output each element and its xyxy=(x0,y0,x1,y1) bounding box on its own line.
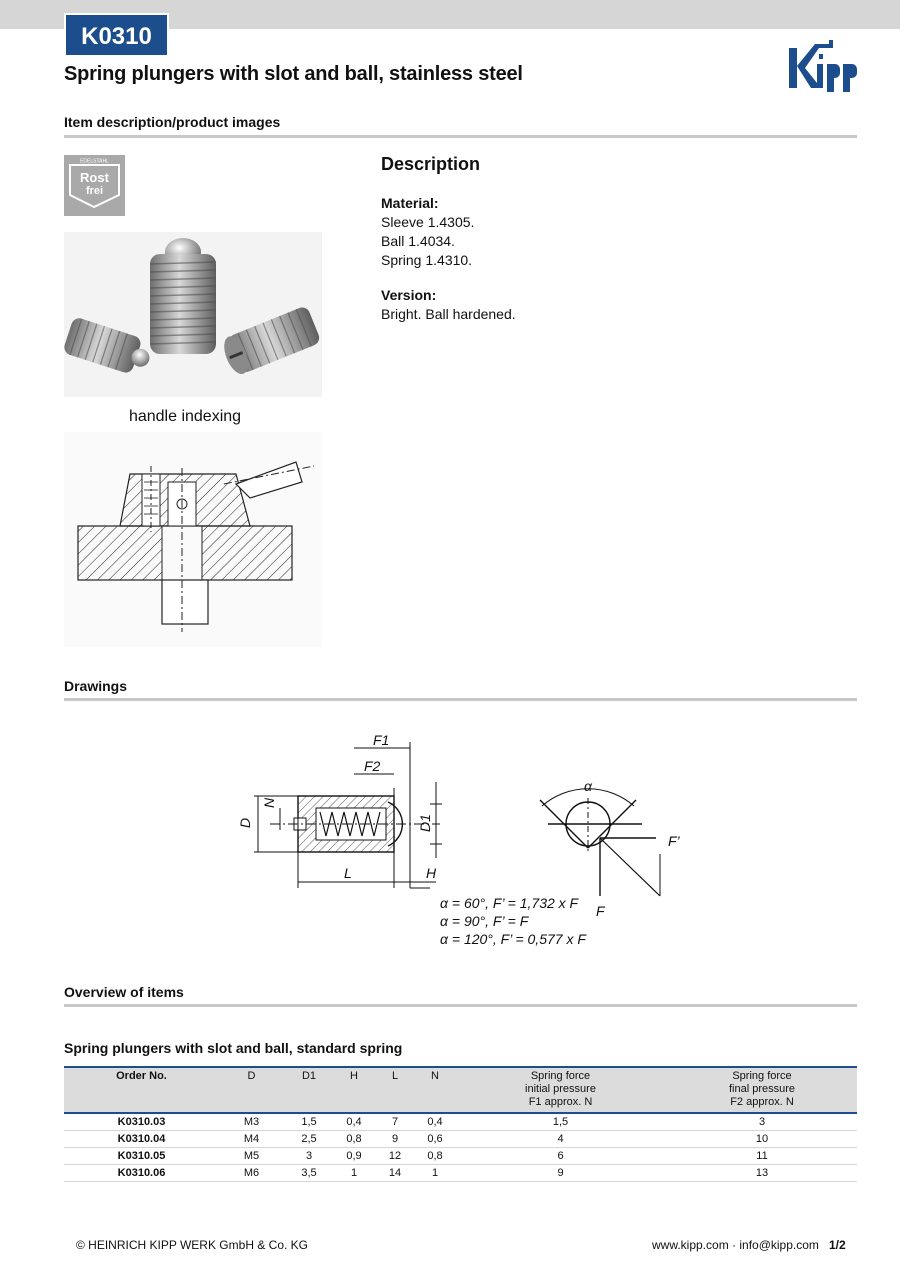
items-table xyxy=(64,1066,857,1182)
cell-h: 0,4 xyxy=(334,1113,374,1131)
cell-h: 0,9 xyxy=(334,1148,374,1165)
product-photo xyxy=(64,232,322,397)
table-row xyxy=(64,1165,857,1182)
material-line: Spring 1.4310. xyxy=(381,252,473,268)
table-row xyxy=(64,1113,857,1131)
kipp-logo xyxy=(785,38,859,92)
col-f1-line: F1 approx. N xyxy=(528,1096,593,1108)
table-row xyxy=(64,1131,857,1148)
cell-d1: 3,5 xyxy=(284,1165,334,1182)
section-drawings: Drawings xyxy=(64,678,128,694)
cell-n: 0,4 xyxy=(416,1113,454,1131)
product-code-badge: K0310 xyxy=(64,13,169,57)
material-label: Material: xyxy=(381,195,439,211)
label-Fprime: F’ xyxy=(668,833,680,849)
col-h: H xyxy=(350,1070,358,1082)
cell-f2: 11 xyxy=(667,1148,857,1165)
version-text: Bright. Ball hardened. xyxy=(381,306,516,322)
badge-line3: frei xyxy=(85,185,104,197)
page-number: 1/2 xyxy=(829,1238,846,1252)
label-alpha: α xyxy=(584,778,592,794)
cell-l: 7 xyxy=(374,1113,416,1131)
cell-n: 0,6 xyxy=(416,1131,454,1148)
material-block xyxy=(381,194,474,270)
cell-f2: 3 xyxy=(667,1113,857,1131)
cell-d1: 1,5 xyxy=(284,1113,334,1131)
label-F1: F1 xyxy=(373,732,390,748)
col-f1 xyxy=(454,1067,667,1113)
cell-d: M4 xyxy=(219,1131,284,1148)
cell-d1: 2,5 xyxy=(284,1131,334,1148)
cell-order: K0310.06 xyxy=(64,1165,219,1182)
material-line: Ball 1.4034. xyxy=(381,233,455,249)
cell-l: 12 xyxy=(374,1148,416,1165)
label-H: H xyxy=(426,865,437,881)
footer-copyright: © HEINRICH KIPP WERK GmbH & Co. KG xyxy=(76,1238,308,1252)
cell-h: 1 xyxy=(334,1165,374,1182)
col-f2-line: Spring force xyxy=(732,1070,792,1082)
cell-order: K0310.03 xyxy=(64,1113,219,1131)
footer-contact[interactable]: www.kipp.com · info@kipp.com xyxy=(652,1238,819,1252)
table-title: Spring plungers with slot and ball, standard spring xyxy=(64,1040,403,1056)
col-d: D xyxy=(247,1070,256,1082)
formula-line: α = 60°, F’ = 1,732 x F xyxy=(440,895,579,911)
label-D: D xyxy=(237,817,253,828)
col-n: N xyxy=(431,1070,439,1082)
stainless-badge xyxy=(64,155,125,216)
label-L: L xyxy=(344,865,352,881)
col-f1-line: Spring force xyxy=(530,1070,591,1082)
cell-n: 0,8 xyxy=(416,1148,454,1165)
technical-drawing xyxy=(230,728,690,958)
cell-f1: 4 xyxy=(454,1131,667,1148)
section-item-description: Item description/product images xyxy=(64,114,281,130)
cell-order: K0310.05 xyxy=(64,1148,219,1165)
section-overview: Overview of items xyxy=(64,984,184,1000)
col-d1: D1 xyxy=(301,1070,317,1082)
formula-line: α = 120°, F’ = 0,577 x F xyxy=(440,931,586,947)
label-F2: F2 xyxy=(364,758,381,774)
table-row xyxy=(64,1148,857,1165)
items-table-wrap xyxy=(64,1066,857,1182)
section-rule xyxy=(64,698,857,701)
col-f2-line: final pressure xyxy=(728,1083,796,1095)
badge-line1: EDELSTAHL xyxy=(80,158,109,165)
cell-l: 9 xyxy=(374,1131,416,1148)
page-title: Spring plungers with slot and ball, stainless steel xyxy=(64,63,523,85)
cell-d: M5 xyxy=(219,1148,284,1165)
cell-f1: 1,5 xyxy=(454,1113,667,1131)
stainless-shield-icon xyxy=(64,155,125,216)
image-caption: handle indexing xyxy=(128,408,242,425)
label-N: N xyxy=(261,797,277,808)
label-D1: D1 xyxy=(417,814,433,832)
cell-d: M6 xyxy=(219,1165,284,1182)
cell-f1: 6 xyxy=(454,1148,667,1165)
col-f2 xyxy=(667,1067,857,1113)
material-line: Sleeve 1.4305. xyxy=(381,214,475,230)
section-rule xyxy=(64,1004,857,1007)
table-header-row xyxy=(64,1067,857,1113)
cell-h: 0,8 xyxy=(334,1131,374,1148)
cell-d: M3 xyxy=(219,1113,284,1131)
label-F: F xyxy=(596,903,605,919)
col-order: Order No. xyxy=(116,1070,167,1082)
version-block xyxy=(381,286,516,324)
handle-indexing-drawing xyxy=(64,432,322,647)
col-f1-line: initial pressure xyxy=(525,1083,596,1095)
cell-order: K0310.04 xyxy=(64,1131,219,1148)
badge-line2: Rost xyxy=(80,170,109,185)
section-rule xyxy=(64,135,857,138)
cell-f1: 9 xyxy=(454,1165,667,1182)
cell-d1: 3 xyxy=(284,1148,334,1165)
cell-f2: 10 xyxy=(667,1131,857,1148)
cell-l: 14 xyxy=(374,1165,416,1182)
cell-f2: 13 xyxy=(667,1165,857,1182)
col-f2-line: F2 approx. N xyxy=(730,1096,794,1108)
col-l: L xyxy=(391,1070,399,1082)
version-label: Version: xyxy=(381,287,437,303)
cell-n: 1 xyxy=(416,1165,454,1182)
description-title: Description xyxy=(381,154,481,174)
formula-line: α = 90°, F’ = F xyxy=(440,913,529,929)
